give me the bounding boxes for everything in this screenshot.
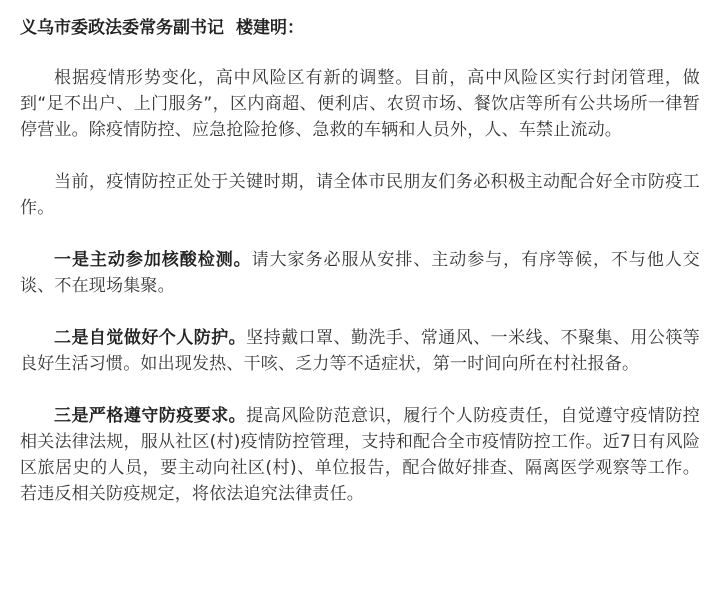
paragraph-lead: 一是主动参加核酸检测。 <box>54 250 252 270</box>
paragraph-text: 根据疫情形势变化，高中风险区有新的调整。目前，高中风险区实行封闭管理，做到“足不出户、上门服务”，区内商超、便利店、农贸市场、餐饮店等所有公共场所一律暂停营业。除疫情防控、应急抢险抢修、急救的车辆和人员外，人、车禁止流动。 <box>20 68 700 140</box>
paragraph-lead: 二是自觉做好个人防护。 <box>54 328 247 348</box>
speaker-heading <box>20 15 700 41</box>
speaker-name: 楼建明 <box>236 18 287 38</box>
paragraph-point-one <box>20 247 700 299</box>
paragraph-appeal <box>20 169 700 221</box>
paragraph-point-two <box>20 325 700 377</box>
paragraph-text: 提高风险防范意识，履行个人防疫责任，自觉遵守疫情防控相关法律法规，服从社区(村)疫情防控管理，支持和配合全市疫情防控工作。近7日有风险区旅居史的人员，要主动向社区(村)、单位报告，配合做好排查、隔离医学观察等工作。若违反相关防疫规定，将依法追究法律责任。 <box>20 406 701 504</box>
paragraph-text: 当前，疫情防控正处于关键时期，请全体市民朋友们务必积极主动配合好全市防疫工作。 <box>20 172 700 218</box>
paragraph-lead: 三是严格遵守防疫要求。 <box>54 406 247 426</box>
paragraph-adjustment <box>20 65 700 143</box>
heading-colon: ： <box>287 18 304 38</box>
paragraph-point-three <box>20 403 700 507</box>
paragraph-text: 请大家务必服从安排、主动参与，有序等候，不与他人交谈、不在现场集聚。 <box>20 250 700 296</box>
paragraph-text: 坚持戴口罩、勤洗手、常通风、一米线、不聚集、用公筷等良好生活习惯。如出现发热、干咳、乏力等不适症状，第一时间向所在村社报备。 <box>20 328 701 374</box>
speaker-title: 义乌市委政法委常务副书记 <box>20 18 224 38</box>
